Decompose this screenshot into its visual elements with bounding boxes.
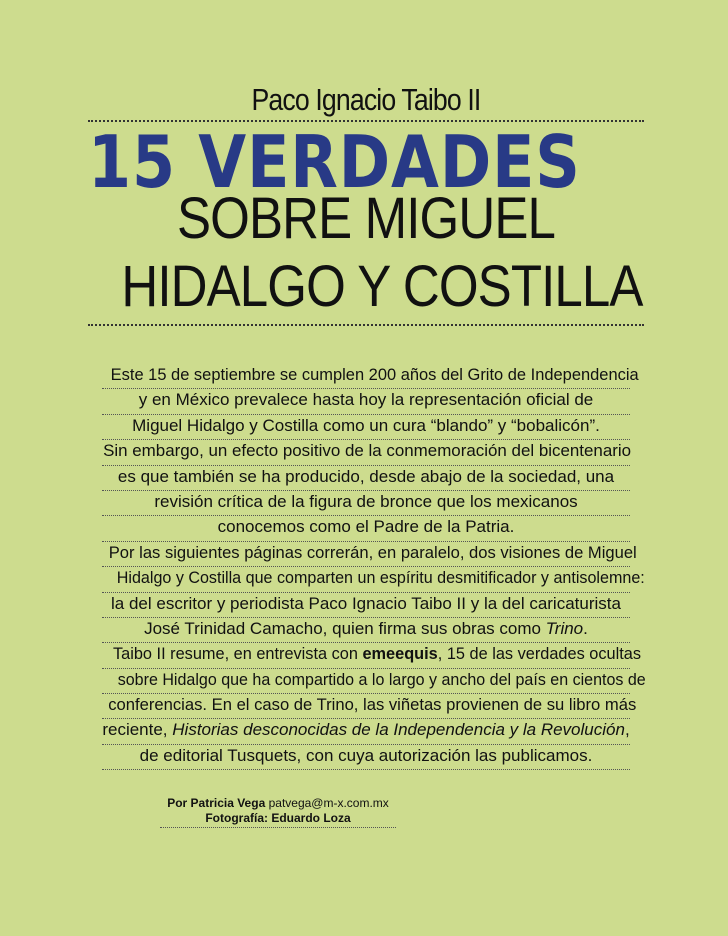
intro-line: sobre Hidalgo que ha compartido a lo largo y ancho del país en cientos de [102,669,630,694]
intro-line: Miguel Hidalgo y Costilla como un cura “blando” y “bobalicón”. [102,415,630,440]
intro-line: Taibo II resume, en entrevista con emeequis, 15 de las verdades ocultas [102,643,630,668]
author-name: Paco Ignacio Taibo II [251,82,481,117]
intro-paragraph [102,364,646,770]
intro-line: es que también se ha producido, desde abajo de la sociedad, una [102,466,630,491]
divider-bottom [88,324,644,326]
intro-line: revisión crítica de la figura de bronce que los mexicanos [102,491,630,516]
intro-line: conferencias. En el caso de Trino, las viñetas provienen de su libro más [102,694,630,719]
title-main: 15 VERDADES [88,120,581,204]
magazine-name: emeequis [362,644,438,664]
intro-line: la del escritor y periodista Paco Ignacio Taibo II y la del caricaturista [102,593,630,618]
photo-credit: Fotografía: Eduardo Loza [160,811,396,828]
book-title: Historias desconocidas de la Independencia y la Revolución [172,720,625,740]
intro-line: y en México prevalece hasta hoy la representación oficial de [102,389,630,414]
credits [160,796,396,828]
intro-line: conocemos como el Padre de la Patria. [102,516,630,541]
intro-line: reciente, Historias desconocidas de la Independencia y la Revolución, [102,719,630,744]
byline-email: patvega@m-x.com.mx [268,796,389,810]
title-subtitle-line-2: HIDALGO Y COSTILLA [121,254,643,319]
trino-emphasis: Trino [545,618,584,638]
intro-line: de editorial Tusquets, con cuya autorización las publicamos. [102,745,630,770]
intro-line: José Trinidad Camacho, quien firma sus obras como Trino. [102,618,630,643]
intro-line: Sin embargo, un efecto positivo de la conmemoración del bicentenario [102,440,630,465]
intro-line: Por las siguientes páginas correrán, en paralelo, dos visiones de Miguel [102,542,630,567]
intro-line: Este 15 de septiembre se cumplen 200 años del Grito de Independencia [102,364,630,389]
intro-line: Hidalgo y Costilla que comparten un espíritu desmitificador y antisolemne: [102,567,630,592]
title-subtitle-line-1: SOBRE MIGUEL [176,186,555,251]
byline: Por Patricia Vega patvega@m-x.com.mx [167,796,389,810]
